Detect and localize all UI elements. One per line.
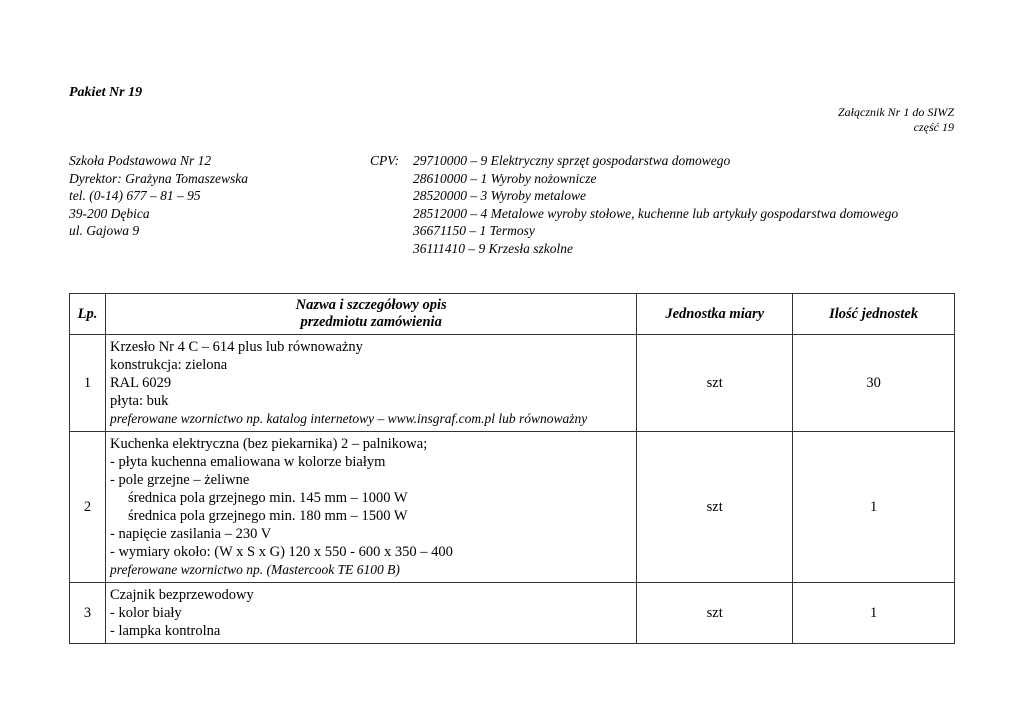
header-unit: Jednostka miary — [637, 294, 793, 335]
row-description — [105, 432, 636, 583]
school-city: 39-200 Dębica — [69, 205, 150, 221]
table-row — [70, 432, 955, 583]
desc-line: Kuchenka elektryczna (bez piekarnika) 2 – palnikowa; — [109, 436, 428, 452]
table-row — [70, 583, 955, 644]
package-title: Pakiet Nr 19 — [69, 85, 143, 100]
school-street: ul. Gajowa 9 — [69, 223, 140, 239]
desc-line: konstrukcja: zielona — [109, 357, 228, 373]
header-name-line2: przedmiotu zamówienia — [300, 314, 442, 330]
desc-line: - płyta kuchenna emaliowana w kolorze białym — [109, 454, 386, 470]
desc-line: średnica pola grzejnego min. 180 mm – 1500 W — [127, 508, 408, 524]
preferred-design: preferowane wzornictwo np. (Mastercook TE 6100 B) — [109, 562, 400, 577]
desc-line: Krzesło Nr 4 C – 614 plus lub równoważny — [109, 339, 363, 355]
school-address — [69, 152, 248, 240]
desc-line: - pole grzejne – żeliwne — [109, 472, 250, 488]
row-qty: 1 — [793, 432, 955, 583]
header-name-line1: Nazwa i szczegółowy opis — [295, 297, 447, 313]
header-lp: Lp. — [70, 294, 106, 335]
header-qty: Ilość jednostek — [793, 294, 955, 335]
row-qty: 1 — [793, 583, 955, 644]
desc-line: - kolor biały — [109, 605, 182, 621]
items-table — [69, 293, 955, 644]
cpv-code: 36671150 – 1 Termosy — [413, 223, 535, 239]
row-description — [105, 335, 636, 432]
cpv-code: 29710000 – 9 Elektryczny sprzęt gospodarstwa domowego — [413, 153, 731, 168]
row-unit: szt — [637, 432, 793, 583]
row-unit: szt — [637, 335, 793, 432]
desc-line: średnica pola grzejnego min. 145 mm – 1000 W — [127, 490, 408, 506]
desc-line: Czajnik bezprzewodowy — [109, 587, 254, 603]
row-unit: szt — [637, 583, 793, 644]
part-label: część 19 — [913, 120, 954, 134]
desc-line: RAL 6029 — [109, 375, 172, 391]
row-description — [105, 583, 636, 644]
school-phone: tel. (0-14) 677 – 81 – 95 — [69, 188, 201, 204]
desc-line: - lampka kontrolna — [109, 623, 221, 639]
table-header-row — [70, 294, 955, 335]
desc-line: - wymiary około: (W x S x G) 120 x 550 - 600 x 350 – 400 — [109, 544, 453, 560]
header-name — [105, 294, 636, 335]
row-lp: 1 — [70, 335, 106, 432]
cpv-code: 28512000 – 4 Metalowe wyroby stołowe, kuchenne lub artykuły gospodarstwa domowego — [413, 205, 899, 221]
desc-line: płyta: buk — [109, 393, 169, 409]
table-row — [70, 335, 955, 432]
desc-line: - napięcie zasilania – 230 V — [109, 526, 272, 542]
row-lp: 3 — [70, 583, 106, 644]
cpv-code: 36111410 – 9 Krzesła szkolne — [413, 240, 573, 256]
row-qty: 30 — [793, 335, 955, 432]
preferred-design: preferowane wzornictwo np. katalog internetowy – www.insgraf.com.pl lub równoważny — [109, 411, 588, 426]
cpv-code: 28520000 – 3 Wyroby metalowe — [413, 188, 586, 204]
school-director: Dyrektor: Grażyna Tomaszewska — [69, 170, 248, 186]
cpv-label: CPV: — [370, 153, 400, 168]
row-lp: 2 — [70, 432, 106, 583]
attachment-label: Załącznik Nr 1 do SIWZ — [837, 105, 954, 119]
school-name: Szkoła Podstawowa Nr 12 — [69, 153, 212, 168]
cpv-code: 28610000 – 1 Wyroby nożownicze — [413, 170, 597, 186]
attachment-note — [838, 105, 954, 135]
cpv-list — [413, 152, 898, 258]
